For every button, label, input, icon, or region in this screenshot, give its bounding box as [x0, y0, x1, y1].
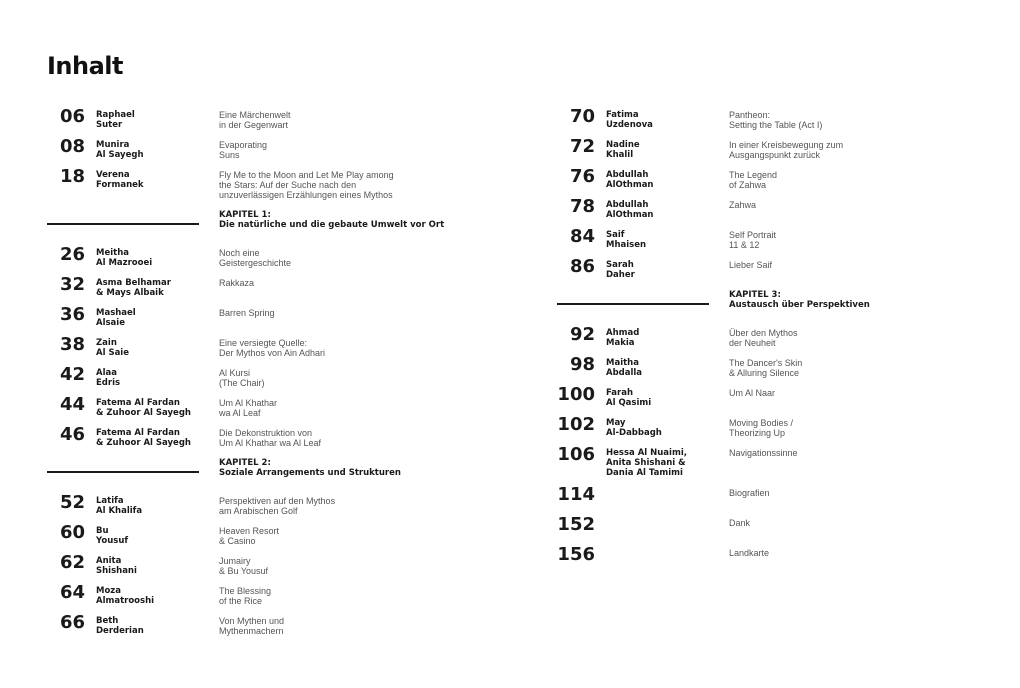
chapter-title: KAPITEL 3: Austausch über Perspektiven [729, 290, 870, 310]
entry-title: Navigationssinne [729, 448, 798, 458]
page-number: 78 [569, 196, 595, 217]
entry-title: Al Kursi (The Chair) [219, 368, 265, 388]
toc-column-left [47, 108, 507, 644]
page-number: 100 [557, 384, 595, 405]
toc-column-right [557, 108, 977, 576]
entry-title: Pantheon: Setting the Table (Act I) [729, 110, 823, 130]
toc-entry[interactable] [557, 168, 977, 198]
page-number: 102 [557, 414, 595, 435]
entry-title: Von Mythen und Mythenmachern [219, 616, 285, 636]
author-name: Zain Al Saie [96, 338, 129, 358]
author-name: Hessa Al Nuaimi, Anita Shishani & Dania Al Tamimi [606, 448, 687, 478]
chapter-title: KAPITEL 1: Die natürliche und die gebaute Umwelt vor Ort [219, 210, 445, 230]
chapter-divider [47, 471, 199, 473]
toc-entry[interactable] [47, 396, 507, 426]
page-number: 70 [569, 106, 595, 127]
page-number: 52 [59, 492, 85, 513]
page-number: 86 [569, 256, 595, 277]
entry-title: Lieber Saif [729, 260, 773, 270]
entry-title: The Dancer's Skin & Alluring Silence [729, 358, 803, 378]
toc-entry[interactable] [47, 336, 507, 366]
page-number: 76 [569, 166, 595, 187]
author-name: Mashael Alsaie [96, 308, 136, 328]
toc-entry[interactable] [47, 168, 507, 208]
page-number: 72 [569, 136, 595, 157]
entry-title: The Blessing of the Rice [219, 586, 272, 606]
entry-title: Fly Me to the Moon and Let Me Play among the Stars: Auf der Suche nach den unzuverlässigen Erzählungen eines Mythos [219, 170, 394, 200]
entry-title: Evaporating Suns [219, 140, 268, 160]
page-number: 114 [557, 484, 595, 505]
page-number: 60 [59, 522, 85, 543]
toc-entry[interactable] [557, 416, 977, 446]
entry-title: Biografien [729, 488, 770, 498]
author-name: Ahmad Makia [606, 328, 640, 348]
author-name: Saif Mhaisen [606, 230, 647, 250]
author-name: Maitha Abdalla [606, 358, 643, 378]
page-number: 06 [59, 106, 85, 127]
page-number: 84 [569, 226, 595, 247]
author-name: May Al-Dabbagh [606, 418, 662, 438]
toc-entry[interactable] [47, 306, 507, 336]
page-number: 98 [569, 354, 595, 375]
entry-title: Um Al Naar [729, 388, 776, 398]
toc-entry[interactable] [557, 228, 977, 258]
author-name: Asma Belhamar & Mays Albaik [96, 278, 171, 298]
toc-entry[interactable] [47, 426, 507, 456]
toc-entry[interactable] [557, 546, 977, 576]
page-number: 92 [569, 324, 595, 345]
toc-entry[interactable] [557, 446, 977, 486]
author-name: Abdullah AlOthman [606, 200, 654, 220]
entry-title: Über den Mythos der Neuheit [729, 328, 798, 348]
entry-title: Um Al Khathar wa Al Leaf [219, 398, 278, 418]
author-name: Meitha Al Mazrooei [96, 248, 153, 268]
entry-title: Eine Märchenwelt in der Gegenwart [219, 110, 291, 130]
entry-title: Barren Spring [219, 308, 275, 318]
toc-entry[interactable] [47, 246, 507, 276]
page-number: 32 [59, 274, 85, 295]
entry-title: Die Dekonstruktion von Um Al Khathar wa Al Leaf [219, 428, 322, 448]
toc-entry[interactable] [557, 486, 977, 516]
page-number: 62 [59, 552, 85, 573]
author-name: Fatema Al Fardan & Zuhoor Al Sayegh [96, 398, 191, 418]
page-number: 38 [59, 334, 85, 355]
author-name: Anita Shishani [96, 556, 137, 576]
author-name: Abdullah AlOthman [606, 170, 654, 190]
toc-entry[interactable] [47, 584, 507, 614]
toc-entry[interactable] [557, 198, 977, 228]
toc-entry[interactable] [47, 614, 507, 644]
entry-title: Eine versiegte Quelle: Der Mythos von Ain Adhari [219, 338, 326, 358]
toc-entry[interactable] [47, 108, 507, 138]
page-number: 46 [59, 424, 85, 445]
toc-entry[interactable] [47, 366, 507, 396]
toc-entry[interactable] [557, 356, 977, 386]
page-number: 44 [59, 394, 85, 415]
chapter-title: KAPITEL 2: Soziale Arrangements und Strukturen [219, 458, 401, 478]
entry-title: Moving Bodies / Theorizing Up [729, 418, 794, 438]
author-name: Fatema Al Fardan & Zuhoor Al Sayegh [96, 428, 191, 448]
author-name: Verena Formanek [96, 170, 144, 190]
page-number: 156 [557, 544, 595, 565]
page-number: 152 [557, 514, 595, 535]
toc-entry[interactable] [557, 138, 977, 168]
toc-entry[interactable] [557, 386, 977, 416]
toc-entry[interactable] [47, 276, 507, 306]
chapter-divider [557, 303, 709, 305]
entry-title: Self Portrait 11 & 12 [729, 230, 777, 250]
page-number: 66 [59, 612, 85, 633]
author-name: Alaa Edris [96, 368, 121, 388]
entry-title: Noch eine Geistergeschichte [219, 248, 292, 268]
entry-title: Dank [729, 518, 751, 528]
author-name: Farah Al Qasimi [606, 388, 652, 408]
chapter-heading [557, 288, 977, 326]
page-number: 18 [59, 166, 85, 187]
author-name: Munira Al Sayegh [96, 140, 144, 160]
page-number: 08 [59, 136, 85, 157]
toc-entry[interactable] [557, 258, 977, 288]
author-name: Fatima Uzdenova [606, 110, 653, 130]
chapter-heading [47, 456, 507, 494]
entry-title: Heaven Resort & Casino [219, 526, 280, 546]
toc-entry[interactable] [47, 494, 507, 524]
page-number: 64 [59, 582, 85, 603]
page-number: 36 [59, 304, 85, 325]
toc-entry[interactable] [557, 326, 977, 356]
entry-title: Rakkaza [219, 278, 255, 288]
entry-title: Zahwa [729, 200, 757, 210]
page-number: 26 [59, 244, 85, 265]
toc-entry[interactable] [557, 108, 977, 138]
entry-title: In einer Kreisbewegung zum Ausgangspunkt zurück [729, 140, 844, 160]
chapter-heading [47, 208, 507, 246]
toc-entry[interactable] [557, 516, 977, 546]
page-number: 42 [59, 364, 85, 385]
author-name: Nadine Khalil [606, 140, 640, 160]
page-number: 106 [557, 444, 595, 465]
toc-entry[interactable] [47, 554, 507, 584]
author-name: Moza Almatrooshi [96, 586, 155, 606]
author-name: Sarah Daher [606, 260, 635, 280]
author-name: Beth Derderian [96, 616, 144, 636]
toc-entry[interactable] [47, 138, 507, 168]
author-name: Raphael Suter [96, 110, 135, 130]
entry-title: Landkarte [729, 548, 770, 558]
chapter-divider [47, 223, 199, 225]
entry-title: The Legend of Zahwa [729, 170, 778, 190]
page-title: Inhalt [47, 52, 123, 80]
toc-entry[interactable] [47, 524, 507, 554]
entry-title: Perspektiven auf den Mythos am Arabischen Golf [219, 496, 336, 516]
author-name: Bu Yousuf [96, 526, 129, 546]
entry-title: Jumairy & Bu Yousuf [219, 556, 269, 576]
author-name: Latifa Al Khalifa [96, 496, 143, 516]
